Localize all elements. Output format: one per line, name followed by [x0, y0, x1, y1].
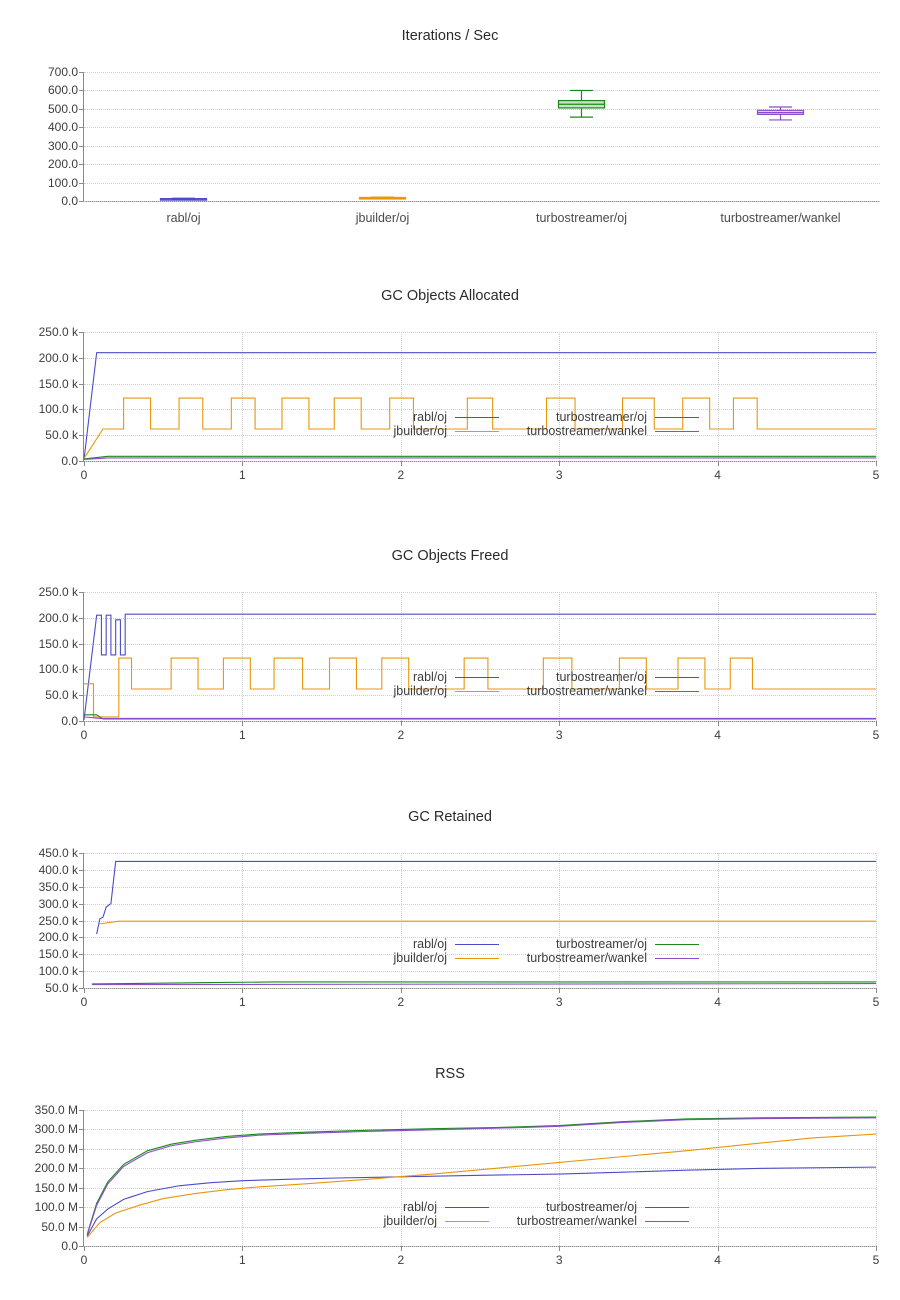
legend-swatch-rabl-oj: [445, 1207, 489, 1208]
x-tick-mark: [559, 461, 560, 466]
x-tick-mark: [242, 988, 243, 993]
legend-swatch-turbostreamer-oj: [655, 944, 699, 945]
gridline-vertical: [876, 853, 877, 988]
legend-label-turbostreamer-oj: turbostreamer/oj: [555, 410, 647, 424]
category-label-jbuilder-oj: jbuilder/oj: [355, 211, 410, 225]
legend-label-rabl-oj: rabl/oj: [412, 670, 447, 684]
legend-swatch-turbostreamer-wankel: [655, 958, 699, 959]
box-jbuilder-oj: [360, 197, 406, 199]
legend-label-jbuilder-oj: jbuilder/oj: [393, 684, 447, 698]
chart-panel-rss: [0, 1066, 900, 1282]
y-tick-label-gc-freed: 100.0 k: [38, 662, 78, 677]
y-tick-label-gc-freed: 250.0 k: [38, 585, 78, 599]
legend-swatch-rabl-oj: [455, 417, 499, 418]
legend-label-jbuilder-oj: jbuilder/oj: [393, 424, 447, 438]
legend-item-turbostreamer-wankel: [499, 684, 699, 698]
legend-label-rabl-oj: rabl/oj: [402, 1200, 437, 1214]
legend-label-jbuilder-oj: jbuilder/oj: [393, 951, 447, 965]
legend-item-turbostreamer-oj: [499, 670, 699, 684]
y-tick-label-gc-freed: 50.0 k: [45, 688, 78, 703]
legend-label-turbostreamer-wankel: turbostreamer/wankel: [526, 951, 647, 965]
y-tick-label-iterations: 100.0: [47, 175, 78, 190]
x-tick-label-gc-retained: 4: [714, 995, 721, 1009]
x-tick-label-gc-retained: 2: [397, 995, 405, 1009]
legend-swatch-jbuilder-oj: [455, 431, 499, 432]
x-tick-mark: [559, 721, 560, 726]
gridline-horizontal: [84, 201, 880, 202]
box-turbostreamer-wankel: [758, 107, 804, 120]
box-rabl-oj: [161, 198, 207, 200]
x-tick-label-rss: 2: [397, 1253, 405, 1267]
y-tick-label-gc-freed: 150.0 k: [38, 636, 78, 651]
y-tick-label-gc-freed: 0.0: [61, 714, 78, 728]
x-tick-mark: [242, 721, 243, 726]
gridline-horizontal: [84, 461, 876, 462]
x-tick-label-gc-alloc: 2: [397, 468, 405, 482]
gridline-vertical: [876, 332, 877, 461]
series-layer: [84, 332, 876, 461]
chart-title-iterations: Iterations / Sec: [401, 28, 499, 44]
x-tick-mark: [84, 988, 85, 993]
plot-axes-iterations: [47, 65, 880, 225]
y-tick-label-iterations: 500.0: [47, 101, 78, 116]
series-line-rabl-oj: [97, 861, 876, 934]
chart-panel-gc-retained: [0, 809, 900, 1015]
x-tick-mark: [559, 988, 560, 993]
y-tick-label-gc-alloc: 200.0 k: [38, 350, 78, 365]
legend-item-turbostreamer-oj: [499, 410, 699, 424]
x-tick-mark: [84, 461, 85, 466]
x-tick-mark: [876, 461, 877, 466]
legend-item-turbostreamer-wankel: [489, 1214, 689, 1228]
y-tick-label-gc-retained: 150.0 k: [38, 947, 78, 962]
y-tick-label-gc-alloc: 0.0: [61, 454, 78, 468]
y-tick-label-gc-retained: 200.0 k: [38, 930, 78, 945]
legend-swatch-jbuilder-oj: [455, 691, 499, 692]
x-tick-mark: [401, 721, 402, 726]
legend-swatch-rabl-oj: [455, 677, 499, 678]
legend-item-rabl-oj: [344, 410, 499, 424]
legend-label-rabl-oj: rabl/oj: [412, 410, 447, 424]
series-layer: [84, 592, 876, 721]
series-layer: [84, 853, 876, 988]
y-tick-label-iterations: 300.0: [47, 138, 78, 153]
gridline-horizontal: [84, 1246, 876, 1247]
y-tick-label-gc-alloc: 250.0 k: [38, 325, 78, 339]
x-tick-label-gc-freed: 5: [872, 728, 880, 742]
x-tick-label-rss: 3: [555, 1253, 563, 1267]
legend-item-jbuilder-oj: [344, 951, 499, 965]
x-tick-mark: [559, 1246, 560, 1251]
x-tick-label-gc-retained: 3: [555, 995, 563, 1009]
legend-swatch-turbostreamer-oj: [655, 417, 699, 418]
x-tick-label-rss: 1: [239, 1253, 246, 1267]
x-tick-mark: [718, 988, 719, 993]
y-tick-label-rss: 300.0 M: [34, 1122, 78, 1137]
legend-label-turbostreamer-oj: turbostreamer/oj: [555, 670, 647, 684]
series-line-turbostreamer-wankel: [92, 984, 876, 985]
y-tick-label-gc-retained: 400.0 k: [38, 862, 78, 877]
plot-axes-gc-retained: [38, 846, 880, 1009]
legend-swatch-jbuilder-oj: [445, 1221, 489, 1222]
x-tick-mark: [84, 721, 85, 726]
x-tick-mark: [876, 1246, 877, 1251]
x-tick-label-gc-alloc: 4: [714, 468, 721, 482]
legend-item-rabl-oj: [344, 937, 499, 951]
series-line-rabl-oj: [84, 614, 876, 720]
legend-item-jbuilder-oj: [344, 684, 499, 698]
x-tick-mark: [242, 1246, 243, 1251]
y-tick-label-gc-retained: 250.0 k: [38, 913, 78, 928]
x-tick-label-gc-freed: 2: [397, 728, 405, 742]
y-tick-label-rss: 100.0 M: [34, 1200, 78, 1215]
y-tick-label-rss: 350.0 M: [34, 1103, 78, 1117]
y-tick-label-rss: 250.0 M: [34, 1141, 78, 1156]
y-tick-mark: [79, 201, 84, 202]
y-tick-label-rss: 0.0: [61, 1239, 78, 1253]
plot-axes-gc-freed: [38, 585, 880, 742]
legend-swatch-turbostreamer-oj: [655, 677, 699, 678]
y-tick-label-gc-retained: 100.0 k: [38, 964, 78, 979]
x-tick-label-rss: 0: [80, 1253, 88, 1267]
legend-item-jbuilder-oj: [334, 1214, 489, 1228]
series-line-jbuilder-oj: [100, 921, 876, 924]
x-tick-label-gc-alloc: 1: [239, 468, 246, 482]
y-tick-label-gc-retained: 300.0 k: [38, 896, 78, 911]
chart-panel-iterations: [0, 28, 900, 225]
chart-title-rss: RSS: [435, 1066, 465, 1082]
legend-label-turbostreamer-oj: turbostreamer/oj: [545, 1200, 637, 1214]
category-label-rabl-oj: rabl/oj: [166, 211, 201, 225]
x-tick-mark: [718, 461, 719, 466]
x-tick-mark: [401, 988, 402, 993]
legend-swatch-jbuilder-oj: [455, 958, 499, 959]
y-tick-label-gc-retained: 50.0 k: [45, 981, 78, 995]
legend-item-turbostreamer-oj: [499, 937, 699, 951]
x-tick-label-gc-retained: 1: [239, 995, 246, 1009]
y-tick-label-rss: 50.0 M: [41, 1219, 78, 1234]
series-layer: [84, 72, 880, 201]
chart-legend: [334, 1200, 689, 1228]
gridline-horizontal: [84, 721, 876, 722]
y-tick-label-iterations: 200.0: [47, 157, 78, 172]
y-tick-label-gc-freed: 200.0 k: [38, 610, 78, 625]
legend-label-turbostreamer-oj: turbostreamer/oj: [555, 937, 647, 951]
plot-rss: [0, 1082, 900, 1282]
x-tick-mark: [718, 721, 719, 726]
legend-item-turbostreamer-wankel: [499, 424, 699, 438]
legend-item-turbostreamer-oj: [489, 1200, 689, 1214]
legend-label-rabl-oj: rabl/oj: [412, 937, 447, 951]
x-tick-label-gc-freed: 1: [239, 728, 246, 742]
x-tick-label-rss: 4: [714, 1253, 721, 1267]
x-tick-label-gc-retained: 5: [872, 995, 880, 1009]
x-tick-label-gc-freed: 4: [714, 728, 721, 742]
series-line-turbostreamer-wankel: [84, 717, 876, 719]
legend-label-turbostreamer-wankel: turbostreamer/wankel: [526, 684, 647, 698]
legend-swatch-turbostreamer-wankel: [655, 431, 699, 432]
chart-panel-gc-alloc: [0, 288, 900, 494]
box-turbostreamer-oj: [559, 90, 605, 117]
chart-title-gc-alloc: GC Objects Allocated: [381, 288, 519, 304]
x-tick-label-gc-alloc: 3: [555, 468, 563, 482]
category-label-turbostreamer-oj: turbostreamer/oj: [535, 211, 628, 225]
plot-axes-gc-alloc: [38, 325, 880, 482]
legend-label-turbostreamer-wankel: turbostreamer/wankel: [526, 424, 647, 438]
plot-axes-rss: [34, 1103, 880, 1267]
x-tick-mark: [718, 1246, 719, 1251]
plot-iterations: [0, 44, 900, 225]
plot-gc-freed: [0, 564, 900, 754]
legend-swatch-turbostreamer-oj: [645, 1207, 689, 1208]
x-tick-label-gc-retained: 0: [80, 995, 88, 1009]
gridline-horizontal: [84, 988, 876, 989]
legend-item-turbostreamer-wankel: [499, 951, 699, 965]
y-tick-label-rss: 150.0 M: [34, 1180, 78, 1195]
legend-swatch-rabl-oj: [455, 944, 499, 945]
y-tick-label-gc-alloc: 150.0 k: [38, 376, 78, 391]
chart-legend: [344, 410, 699, 438]
plot-gc-alloc: [0, 304, 900, 494]
gridline-vertical: [876, 592, 877, 721]
x-tick-label-gc-freed: 0: [80, 728, 88, 742]
x-tick-mark: [242, 461, 243, 466]
x-tick-mark: [401, 1246, 402, 1251]
y-tick-label-gc-alloc: 100.0 k: [38, 402, 78, 417]
y-tick-label-iterations: 400.0: [47, 120, 78, 135]
x-tick-label-gc-freed: 3: [555, 728, 563, 742]
legend-item-rabl-oj: [344, 670, 499, 684]
chart-title-gc-retained: GC Retained: [408, 809, 492, 825]
y-tick-label-gc-retained: 450.0 k: [38, 846, 78, 860]
y-tick-label-iterations: 600.0: [47, 83, 78, 98]
chart-panel-gc-freed: [0, 548, 900, 754]
series-line-turbostreamer-wankel: [84, 458, 876, 460]
x-tick-label-gc-alloc: 0: [80, 468, 88, 482]
legend-swatch-turbostreamer-wankel: [655, 691, 699, 692]
legend-label-turbostreamer-wankel: turbostreamer/wankel: [516, 1214, 637, 1228]
x-tick-mark: [876, 721, 877, 726]
x-tick-mark: [876, 988, 877, 993]
gridline-vertical: [876, 1110, 877, 1246]
y-tick-label-gc-retained: 350.0 k: [38, 879, 78, 894]
category-label-turbostreamer-wankel: turbostreamer/wankel: [720, 211, 841, 225]
y-tick-label-gc-alloc: 50.0 k: [45, 428, 78, 443]
x-tick-mark: [84, 1246, 85, 1251]
y-tick-label-rss: 200.0 M: [34, 1161, 78, 1176]
legend-label-jbuilder-oj: jbuilder/oj: [383, 1214, 437, 1228]
plot-gc-retained: [0, 825, 900, 1015]
y-tick-label-iterations: 0.0: [61, 194, 78, 208]
legend-swatch-turbostreamer-wankel: [645, 1221, 689, 1222]
x-tick-mark: [401, 461, 402, 466]
x-tick-label-gc-alloc: 5: [872, 468, 880, 482]
x-tick-label-rss: 5: [872, 1253, 880, 1267]
chart-title-gc-freed: GC Objects Freed: [391, 548, 509, 564]
chart-legend: [344, 670, 699, 698]
y-tick-label-iterations: 700.0: [47, 65, 78, 79]
legend-item-rabl-oj: [334, 1200, 489, 1214]
chart-legend: [344, 937, 699, 965]
legend-item-jbuilder-oj: [344, 424, 499, 438]
